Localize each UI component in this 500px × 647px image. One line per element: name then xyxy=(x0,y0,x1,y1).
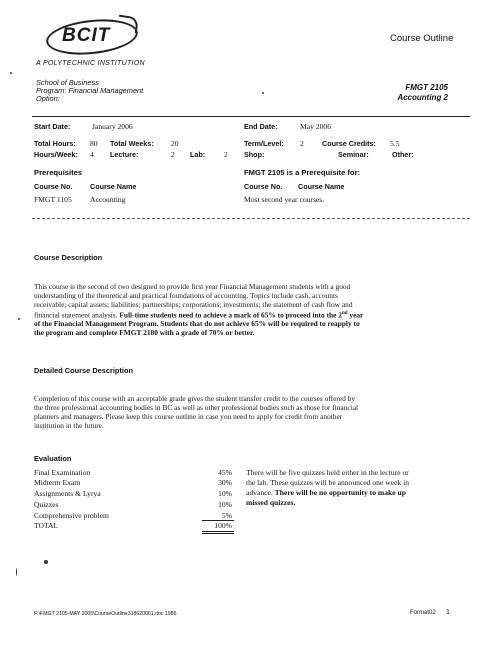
eval-item-name: Final Examination xyxy=(34,468,91,477)
scan-mark xyxy=(16,568,17,576)
eval-total-label: TOTAL xyxy=(34,521,59,530)
eval-item-pct: 10% xyxy=(218,489,232,498)
course-title: Accounting 2 xyxy=(397,93,448,102)
total-weeks-label: Total Weeks: xyxy=(110,139,154,148)
eval-item-name: Assignments & Lyrya xyxy=(34,489,101,498)
evaluation-heading: Evaluation xyxy=(34,454,72,463)
desc-line-1: This course is the second of two designed to provide first year Financial Management students with a good xyxy=(34,282,351,291)
speck xyxy=(262,92,264,94)
desc-line-4b: Full-time students need to achieve a mark of 65% to proceed into the 2 xyxy=(119,310,342,320)
hours-week-value: 4 xyxy=(90,150,94,159)
lab-label: Lab: xyxy=(190,150,206,159)
desc-line-4-sup: nd xyxy=(341,311,348,316)
option-label: Option: xyxy=(36,94,60,103)
eval-item-pct: 45% xyxy=(218,468,232,477)
scan-mark xyxy=(18,318,20,320)
prerequisites-heading: Prerequisites xyxy=(34,168,83,177)
course-description-text xyxy=(34,282,474,337)
seminar-label: Seminar: xyxy=(338,150,369,159)
detail-line-2: the three professional accounting bodies in BC as well as other professional bodies such as those for financial xyxy=(34,403,359,412)
detail-line-4: institution in the future. xyxy=(34,421,104,430)
eval-item-pct: 5% xyxy=(221,511,232,520)
footer-path: F:\FMGT 2105-MAY 2005\CourseOutline318620061.doc 1986 xyxy=(34,611,177,617)
hours-week-label: Hours/Week: xyxy=(34,150,78,159)
shop-label: Shop: xyxy=(244,150,265,159)
logo-text: BCIT xyxy=(62,25,111,46)
prereq-for-col-name: Course Name xyxy=(298,182,345,191)
other-label: Other: xyxy=(392,150,414,159)
quiz-note-line-1: There will be five quizzes held either in the lecture or xyxy=(246,468,409,477)
eval-item-pct: 10% xyxy=(218,500,232,509)
detailed-description-heading: Detailed Course Description xyxy=(34,366,133,375)
eval-total-pct: 100% xyxy=(214,521,232,530)
prereq-course-name: Accounting xyxy=(90,195,126,204)
desc-line-4 xyxy=(34,309,474,319)
lecture-label: Lecture: xyxy=(110,150,139,159)
eval-total-double-rule xyxy=(202,533,234,534)
term-level-label: Term/Level: xyxy=(244,139,284,148)
total-weeks-value: 20 xyxy=(171,139,179,148)
footer-form: Format02 xyxy=(410,610,436,616)
desc-line-2: understanding of the theoretical and practical foundations of accounting. Topics include cash, accounts xyxy=(34,291,338,300)
total-hours-label: Total Hours: xyxy=(34,139,76,148)
footer-page-number: 1 xyxy=(446,609,450,616)
lab-value: 2 xyxy=(224,150,228,159)
start-date-value: January 2006 xyxy=(92,122,133,131)
document-title: Course Outline xyxy=(390,33,454,44)
desc-line-3: receivable; capital assets; liabilities; partnerships; corporations; investments; the statement of cash flow and xyxy=(34,300,353,309)
prereq-col-name: Course Name xyxy=(90,182,137,191)
section-divider xyxy=(32,218,470,219)
desc-line-6: the program and complete FMGT 2180 with a grade of 70% or better. xyxy=(34,328,255,338)
end-date-value: May 2006 xyxy=(300,122,332,131)
scan-mark xyxy=(44,560,48,564)
lecture-value: 2 xyxy=(171,150,175,159)
quiz-note-line-3b: There will be no opportunity to make up xyxy=(274,488,406,497)
desc-line-4c: year xyxy=(347,310,364,320)
quiz-note xyxy=(246,468,476,508)
desc-line-5: of the Financial Management Program. Students that do not achieve 65% will be required to reapply to xyxy=(34,319,360,329)
eval-item-pct: 30% xyxy=(218,478,232,487)
total-hours-value: 80 xyxy=(90,139,98,148)
school-name: School of Business xyxy=(36,78,99,87)
course-description-heading: Course Description xyxy=(34,253,103,262)
quiz-note-line-2: the lab. These quizzes will be announced one week in xyxy=(246,478,410,487)
start-date-label: Start Date: xyxy=(34,122,71,131)
detail-line-1: Completion of this course with an acceptable grade gives the student transfer credit to the courses offered by xyxy=(34,394,356,403)
prereq-for-heading: FMGT 2105 is a Prerequisite for: xyxy=(244,168,361,177)
prereq-col-no: Course No. xyxy=(34,182,73,191)
prereq-for-text: Most second year courses. xyxy=(244,195,325,204)
credits-value: 5.5 xyxy=(390,139,400,148)
desc-line-4a: financial statement analysis. xyxy=(34,310,120,320)
detailed-description-text xyxy=(34,394,474,430)
eval-item-name: Midterm Exam xyxy=(34,478,81,487)
institution-subtitle: A POLYTECHNIC INSTITUTION xyxy=(36,60,145,67)
course-code: FMGT 2105 xyxy=(405,83,448,92)
credits-label: Course Credits: xyxy=(322,139,376,148)
detail-line-3: planners and managers. Please keep this course outline in case you need to apply for credit from another xyxy=(34,412,343,421)
end-date-label: End Date: xyxy=(244,122,278,131)
quiz-note-line-3a: advance. xyxy=(246,488,275,497)
eval-item-name: Quizzes xyxy=(34,500,59,509)
quiz-note-line-3 xyxy=(246,488,476,498)
eval-item-name: Comprehensive problem xyxy=(34,511,109,520)
quiz-note-line-4: missed quizzes. xyxy=(246,498,296,507)
header-rule xyxy=(32,116,470,117)
prereq-for-col-no: Course No. xyxy=(244,182,283,191)
prereq-course-no: FMGT 1105 xyxy=(34,195,72,204)
logo-swoosh xyxy=(117,15,139,34)
scan-mark xyxy=(10,72,12,74)
eval-total-rule xyxy=(202,531,234,532)
program-name: Program: Financial Management xyxy=(36,86,144,95)
term-level-value: 2 xyxy=(300,139,304,148)
